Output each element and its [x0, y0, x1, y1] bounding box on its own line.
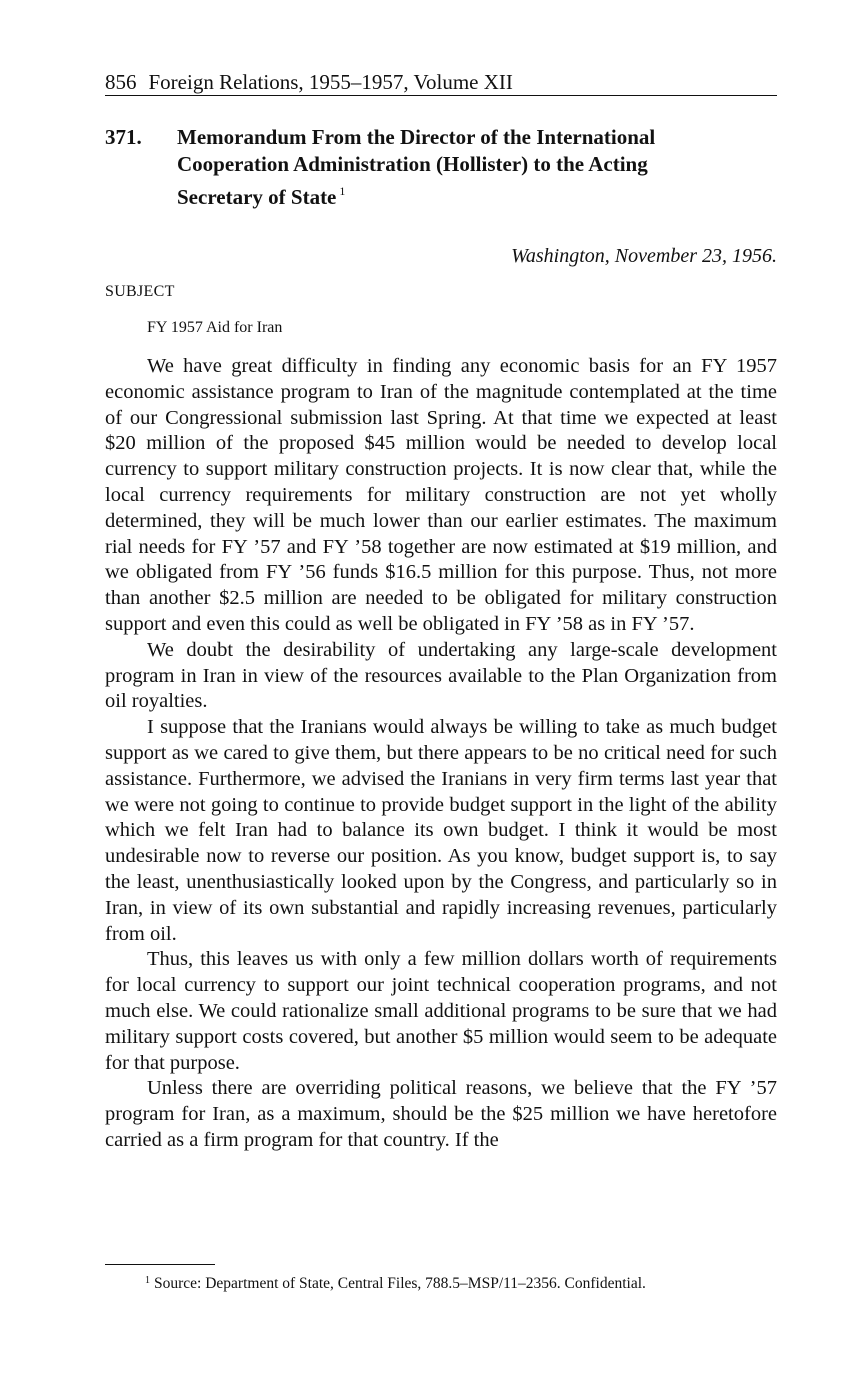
page-number: 856: [105, 70, 137, 94]
memo-body: [105, 354, 777, 1154]
paragraph: Thus, this leaves us with only a few million dollars worth of requirements for local currency to support our joint technical cooperation programs, and not much else. We could rationalize small additional programs to be sure that we had military support costs covered, but another $5 million would seem to be adequate for that purpose.: [105, 948, 777, 1074]
footnote-reference: 1: [339, 184, 346, 198]
paragraph: I suppose that the Iranians would always be willing to take as much budget support as we cared to give them, but there appears to be no critical need for such assistance. Furthermore, we advised the Iranians in very firm terms last year that we were not going to continue to provide budget support in the light of the ability which we felt Iran had to balance its own budget. I think it would be most undesirable now to reverse our position. As you know, budget support is, to say the least, unenthusiastically looked upon by the Congress, and particularly so in Iran, in view of its own substantial and rapidly increasing revenues, particularly from oil.: [105, 716, 777, 945]
document-number: 371.: [105, 125, 142, 149]
footnote: [145, 1271, 646, 1294]
paragraph: We have great difficulty in finding any economic basis for an FY 1957 economic assistance program to Iran of the magnitude contemplated at the time of our Congressional submission last Spring. At that time we expected at least $20 million of the proposed $45 million would be needed to develop local currency to support military construction projects. It is now clear that, while the local currency requirements for military construction are not yet wholly determined, they will be much lower than our earlier estimates. The maximum rial needs for FY ’57 and FY ’58 together are now estimated at $19 million, and we obligated from FY ’56 funds $16.5 million for this purpose. Thus, not more than another $2.5 million are needed to be obligated for military construction support and even this could as well be obligated in FY ’58 as in FY ’57.: [105, 355, 777, 635]
subject-text: FY 1957 Aid for Iran: [147, 319, 283, 336]
subject-label: SUBJECT: [105, 283, 175, 300]
running-head: [105, 68, 777, 96]
document-title-text: Memorandum From the Director of the International Cooperation Administration (Hollister) to the Acting Secretary of State: [177, 125, 656, 209]
dateline: Washington, November 23, 1956.: [511, 245, 777, 267]
series-title: Foreign Relations, 1955–1957, Volume XII: [148, 70, 513, 94]
footnote-text: Source: Department of State, Central Files, 788.5–MSP/11–2356. Confidential.: [154, 1275, 646, 1292]
paragraph: We doubt the desirability of undertaking any large-scale development program in Iran in view of the resources available to the Plan Organization from oil royalties.: [105, 638, 777, 713]
paragraph: Unless there are overriding political reasons, we believe that the FY ’57 program for Iran, as a maximum, should be the $25 million we have heretofore carried as a firm program for that country. If the: [105, 1077, 777, 1151]
footnote-marker: 1: [145, 1275, 150, 1286]
document-heading: [105, 124, 777, 211]
footnote-divider: [105, 1264, 215, 1265]
document-title: [177, 124, 737, 211]
